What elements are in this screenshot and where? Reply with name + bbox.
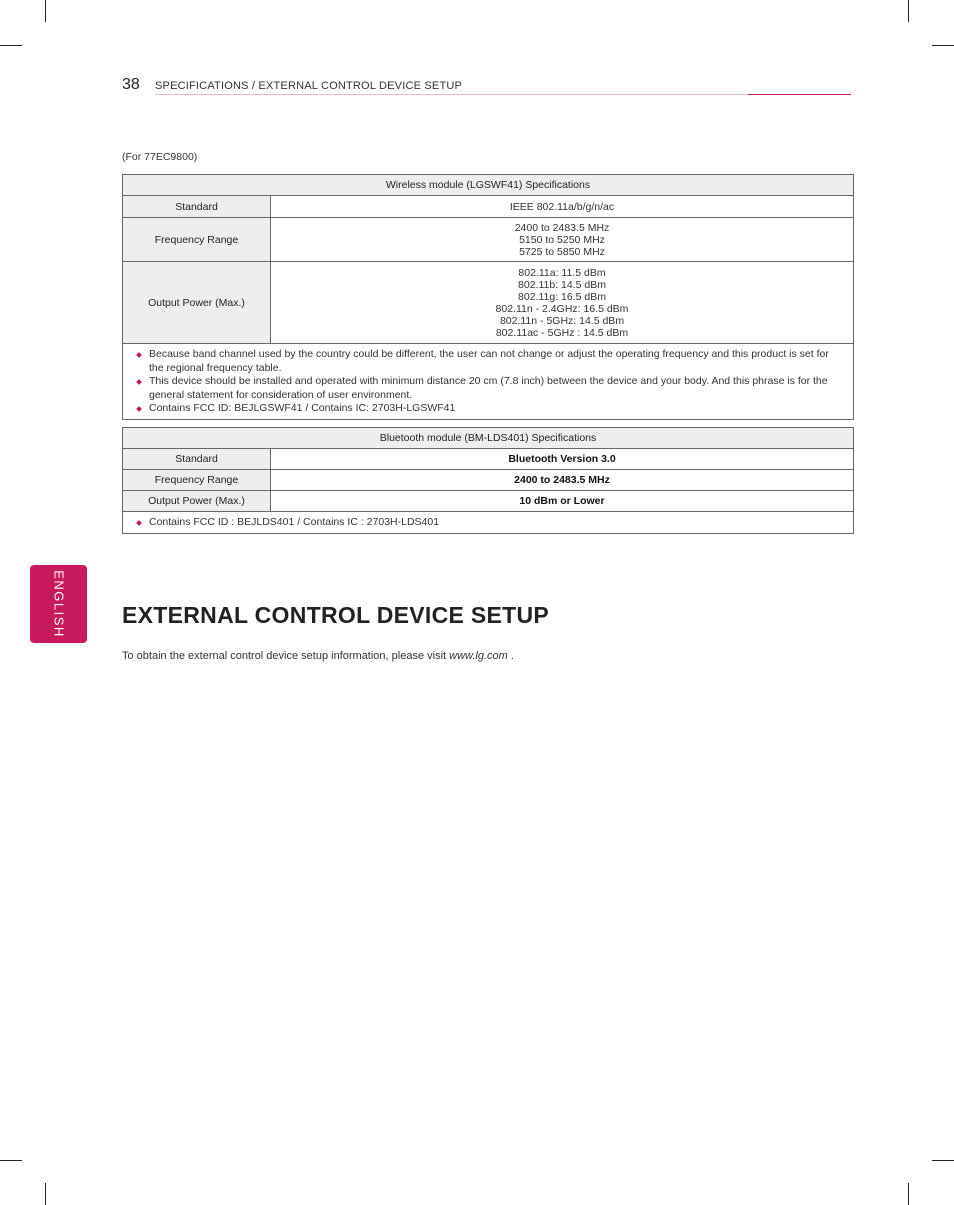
value-line: 802.11n - 5GHz: 14.5 dBm (499, 314, 625, 327)
page-number: 38 (122, 76, 140, 93)
wireless-standard-label: Standard (123, 196, 271, 218)
section-body (122, 650, 514, 662)
crop-mark (45, 0, 46, 22)
value-line: 802.11ac - 5GHz : 14.5 dBm (495, 326, 629, 339)
bluetooth-power-label: Output Power (Max.) (123, 491, 271, 512)
bluetooth-spec-table (122, 427, 854, 534)
crop-mark (0, 45, 22, 46)
note-item: This device should be installed and operated with minimum distance 20 cm (7.8 inch) between the device and your body. And this phrase is for the general statement for consideration of user environment. (137, 375, 839, 402)
value-line: 5725 to 5850 MHz (519, 245, 605, 258)
note-item: Contains FCC ID : BEJLDS401 / Contains IC : 2703H-LDS401 (137, 516, 839, 530)
page-header (122, 76, 851, 96)
bluetooth-frequency-label: Frequency Range (123, 470, 271, 491)
note-item: Because band channel used by the country could be different, the user can not change or adjust the operating frequency and this product is set for the regional frequency table. (137, 348, 839, 375)
bluetooth-standard-label: Standard (123, 449, 271, 470)
value-line: 802.11g: 16.5 dBm (518, 290, 606, 303)
bluetooth-frequency-value: 2400 to 2483.5 MHz (271, 470, 854, 491)
wireless-spec-table (122, 174, 854, 420)
bluetooth-power-value: 10 dBm or Lower (271, 491, 854, 512)
wireless-frequency-value (271, 218, 854, 262)
bluetooth-standard-value: Bluetooth Version 3.0 (271, 449, 854, 470)
crop-mark (0, 1160, 22, 1161)
crop-mark (932, 45, 954, 46)
wireless-power-value (271, 262, 854, 344)
wireless-frequency-label: Frequency Range (123, 218, 271, 262)
crop-mark (908, 1183, 909, 1205)
body-text-suffix: . (507, 650, 514, 662)
language-tab (30, 565, 87, 643)
crop-mark (45, 1183, 46, 1205)
body-text-prefix: To obtain the external control device setup information, please visit (122, 650, 450, 662)
value-line: 5150 to 5250 MHz (519, 233, 605, 246)
wireless-table-title: Wireless module (LGSWF41) Specifications (123, 175, 854, 196)
value-line: 2400 to 2483.5 MHz (514, 221, 610, 234)
lg-website-link[interactable]: www.lg.com (449, 650, 508, 662)
value-line: 802.11n - 2.4GHz: 16.5 dBm (495, 302, 629, 315)
bluetooth-notes (123, 512, 854, 534)
wireless-notes (123, 344, 854, 420)
model-note: (For 77EC9800) (122, 151, 198, 163)
crop-mark (932, 1160, 954, 1161)
language-tab-label: ENGLISH (51, 570, 66, 638)
value-line: 802.11a: 11.5 dBm (518, 266, 606, 279)
crop-mark (908, 0, 909, 22)
section-label: SPECIFICATIONS / EXTERNAL CONTROL DEVICE SETUP (155, 80, 463, 92)
wireless-power-label: Output Power (Max.) (123, 262, 271, 344)
header-rule-accent (748, 94, 851, 95)
header-rule (155, 94, 851, 95)
section-heading: EXTERNAL CONTROL DEVICE SETUP (122, 602, 550, 628)
value-line: 802.11b: 14.5 dBm (518, 278, 606, 291)
bluetooth-table-title: Bluetooth module (BM-LDS401) Specifications (123, 428, 854, 449)
wireless-standard-value: IEEE 802.11a/b/g/n/ac (271, 196, 854, 218)
note-item: Contains FCC ID: BEJLGSWF41 / Contains IC: 2703H-LGSWF41 (137, 402, 839, 416)
